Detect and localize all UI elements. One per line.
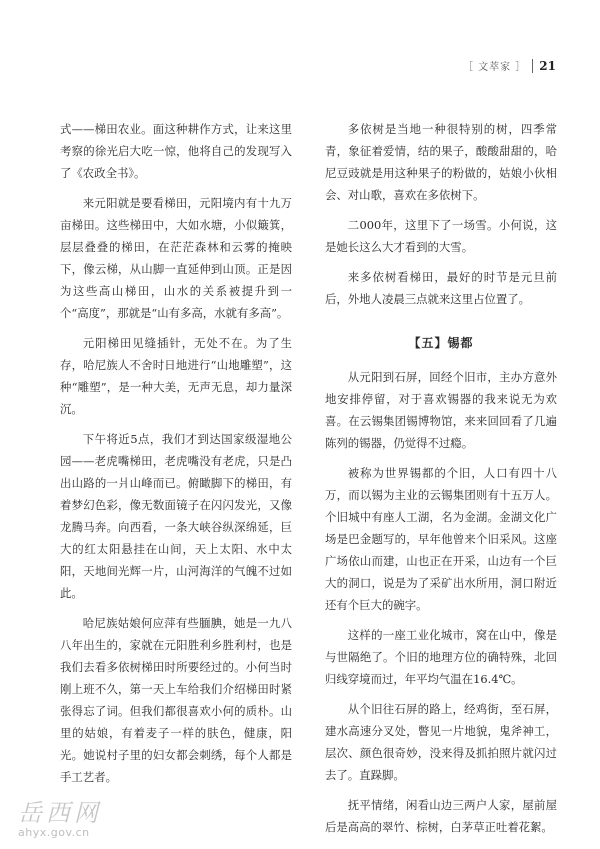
paragraph: 抚平情绪，闲看山边三两户人家，屋前屋后是高高的翠竹、棕树，白茅草正吐着花絮。 bbox=[325, 798, 557, 834]
page-number: 21 bbox=[539, 58, 556, 73]
section-label: ［ 文萃家 ］ bbox=[462, 62, 527, 73]
header-divider bbox=[532, 59, 533, 73]
right-column-bottom bbox=[325, 366, 557, 838]
section-title: 【五】锡都 bbox=[408, 336, 474, 350]
left-column bbox=[60, 118, 292, 796]
paragraph: 哈尼族姑娘何应萍有些腼腆，她是一九八八年出生的，家就在元阳胜利乡胜利村，也是我们去看多依树梯田时所要经过的。小何当时刚上班不久，第一天上车给我们介绍梯田时紧张得忘了词。但我们都很喜欢小何的质朴。山里的姑娘，有着麦子一样的肤色，健康，阳光。她说村子里的妇女都会刺绣，每个人都是手工艺者。 bbox=[60, 616, 292, 784]
site-watermark bbox=[18, 800, 138, 844]
paragraph: 这样的一座工业化城市，窝在山中，像是与世隔绝了。个旧的地理方位的确特殊，北回归线穿境而过，年平均气温在16.4℃。 bbox=[325, 628, 557, 686]
watermark-url: ahyx.gov.cn bbox=[18, 826, 90, 839]
right-column-top bbox=[325, 118, 557, 310]
paragraph: 来元阳就是要看梯田，元阳境内有十九万亩梯田。这些梯田中，大如水塘，小似簸箕，层层叠叠的梯田，在茫茫森林和云雾的掩映下，像云梯，从山脚一直延伸到山顶。正是因为这些高山梯田，山水的关系被提升到一个“高度”，那就是“山有多高，水就有多高”。 bbox=[60, 196, 292, 320]
paragraph: 元阳梯田见缝插针，无处不在。为了生存，哈尼族人不舍时日地进行“山地雕塑”，这种“雕塑”，是一种大美，无声无息，却力量深沉。 bbox=[60, 336, 292, 416]
paragraph: 来多依树看梯田，最好的时节是元旦前后，外地人凌晨三点就来这里占位置了。 bbox=[325, 270, 557, 306]
paragraph: 被称为世界锡都的个旧，人口有四十八万，而以锡为主业的云锡集团则有十五万人。个旧城中有座人工湖，名为金湖。金湖文化广场是巴金题写的，早年他曾来个旧采风。这座广场依山而建，山也正在开采，山边有一个巨大的洞口，说是为了采矿出水所用，洞口附近还有个巨大的碗字。 bbox=[325, 466, 557, 612]
paragraph: 多依树是当地一种很特别的树，四季常青，象征着爱情，结的果子，酸酸甜甜的，哈尼豆豉就是用这种果子的粉做的，姑娘小伙相会、对山歌，喜欢在多依树下。 bbox=[325, 122, 557, 202]
paragraph: 二000年，这里下了一场雪。小何说，这是她长这么大才看到的大雪。 bbox=[325, 218, 557, 254]
paragraph: 式——梯田农业。面这种耕作方式，让来这里考察的徐光启大吃一惊，他将自己的发现写入了《农政全书》。 bbox=[60, 122, 292, 180]
paragraph: 从个旧往石屏的路上，经鸡街，至石屏，建水高速分叉处，瞥见一片地貌，鬼斧神工，层次、颜色很奇妙，没来得及抓拍照片就闪过去了。直跺脚。 bbox=[325, 702, 557, 782]
right-column bbox=[325, 118, 557, 846]
paragraph: 下午将近5点，我们才到达国家级湿地公园——老虎嘴梯田，老虎嘴没有老虎，只是凸出山路的一爿山峰而已。俯瞰脚下的梯田，有着梦幻色彩，像无数面镜子在闪闪发光，又像龙腾马奔。向西看，一条大峡谷纵深绵延，巨大的红太阳悬挂在山间，天上太阳、水中太阳，天地间光辉一片，山河海洋的气魄不过如此。 bbox=[60, 432, 292, 600]
watermark-logo: 岳西网 bbox=[18, 799, 102, 827]
paragraph: 从元阳到石屏，回经个旧市，主办方意外地安排停留，对于喜欢锡器的我来说无为欢喜。在云锡集团锡博物馆，来来回回看了几遍陈列的锡器，仍觉得不过瘾。 bbox=[325, 370, 557, 450]
page-header bbox=[463, 58, 556, 73]
